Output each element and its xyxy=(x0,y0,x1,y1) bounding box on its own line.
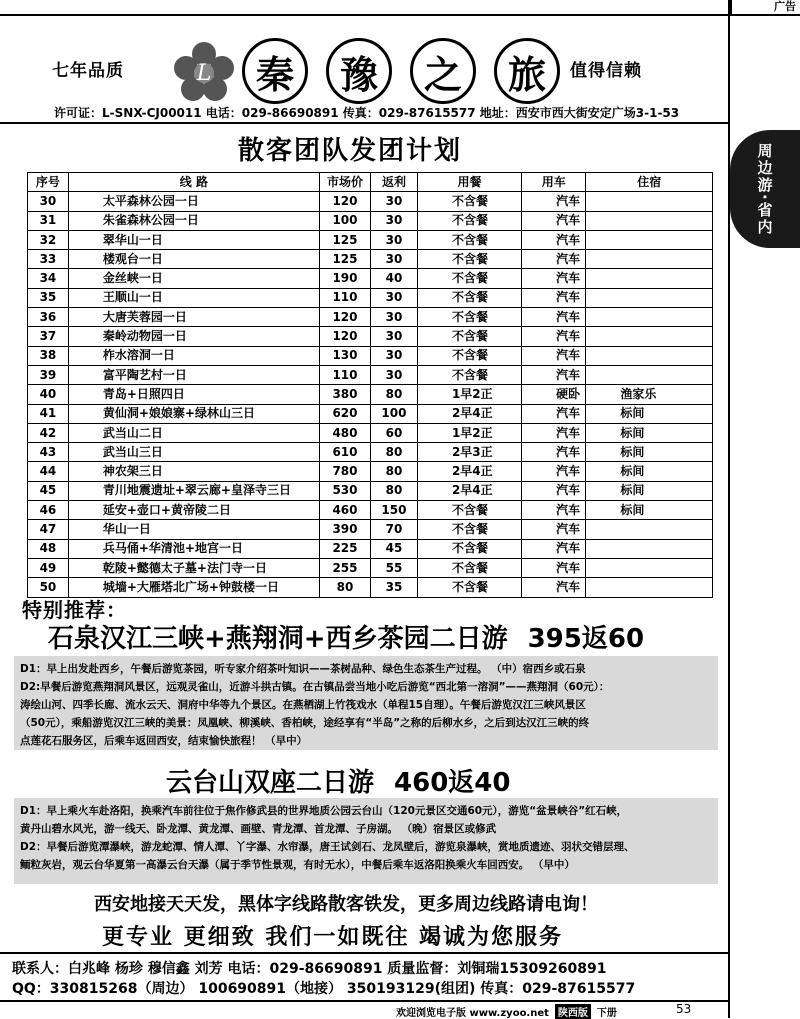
row-meals: 不含餐 xyxy=(417,192,521,211)
slogan-left: 七年品质 xyxy=(52,61,124,81)
table-row xyxy=(28,539,713,558)
row-meals: 不含餐 xyxy=(417,539,521,558)
row-rebate: 45 xyxy=(370,539,417,558)
row-vehicle: 汽车 xyxy=(522,501,586,520)
tour2-line: D1：早上乘火车赴洛阳，换乘汽车前往位于焦作修武县的世界地质公园云台山（120元景区交通60元），游览“盆景峡谷”红石峡， xyxy=(20,805,628,817)
plan-title: 散客团队发团计划 xyxy=(238,136,463,166)
brand-name xyxy=(242,38,560,104)
contact-qq-line: QQ：330815268（周边） 100690891（地接） 350193129(组团) 传真：029-87615577 xyxy=(12,981,636,997)
table-row xyxy=(28,423,713,442)
brand-char-2: 豫 xyxy=(326,38,392,104)
row-lodging xyxy=(586,539,713,558)
row-rebate: 30 xyxy=(370,288,417,307)
row-price: 610 xyxy=(319,443,370,462)
tour1-heading xyxy=(48,618,644,655)
row-no: 36 xyxy=(28,308,69,327)
row-price: 780 xyxy=(319,462,370,481)
row-no: 41 xyxy=(28,404,69,423)
table-row xyxy=(28,558,713,577)
table-row xyxy=(28,501,713,520)
route-table-body xyxy=(28,192,713,597)
table-header-row xyxy=(28,173,713,192)
row-meals: 2早3正 xyxy=(417,443,521,462)
brand-char-4: 旅 xyxy=(494,38,560,104)
header-divider xyxy=(0,122,730,124)
volume-label: 下册 xyxy=(596,1008,617,1019)
row-no: 46 xyxy=(28,501,69,520)
svg-text:L: L xyxy=(196,61,212,86)
row-vehicle: 汽车 xyxy=(522,404,586,423)
top-rule xyxy=(0,14,730,16)
row-lodging xyxy=(586,520,713,539)
tour2-price: 460返40 xyxy=(394,768,511,798)
col-header-no: 序号 xyxy=(28,173,69,192)
table-row xyxy=(28,192,713,211)
tour2-line: 鲕粒灰岩，观云台华夏第一高瀑云台天瀑（属于季节性景观，有时无水），中餐后乘车返洛阳换乘火车回西安。 （早中） xyxy=(20,859,575,871)
row-no: 34 xyxy=(28,269,69,288)
col-header-price: 市场价 xyxy=(319,173,370,192)
col-header-route: 线 路 xyxy=(68,173,319,192)
row-vehicle: 硬卧 xyxy=(522,385,586,404)
row-vehicle: 汽车 xyxy=(522,269,586,288)
special-recommend-label: 特别推荐： xyxy=(22,598,127,622)
row-price: 110 xyxy=(319,288,370,307)
row-price: 390 xyxy=(319,520,370,539)
row-route: 大唐芙蓉园一日 xyxy=(68,308,319,327)
row-rebate: 80 xyxy=(370,481,417,500)
row-rebate: 30 xyxy=(370,327,417,346)
row-rebate: 40 xyxy=(370,269,417,288)
row-no: 35 xyxy=(28,288,69,307)
table-row xyxy=(28,385,713,404)
row-lodging xyxy=(586,578,713,597)
table-row xyxy=(28,520,713,539)
row-no: 44 xyxy=(28,462,69,481)
row-vehicle: 汽车 xyxy=(522,539,586,558)
row-lodging xyxy=(586,269,713,288)
ad-label: 广告 xyxy=(730,0,800,16)
row-vehicle: 汽车 xyxy=(522,230,586,249)
row-no: 40 xyxy=(28,385,69,404)
row-rebate: 80 xyxy=(370,462,417,481)
row-meals: 2早4正 xyxy=(417,404,521,423)
row-lodging xyxy=(586,327,713,346)
row-route: 兵马俑+华清池+地宫一日 xyxy=(68,539,319,558)
row-lodging xyxy=(586,558,713,577)
row-route: 武当山三日 xyxy=(68,443,319,462)
row-vehicle: 汽车 xyxy=(522,443,586,462)
row-lodging xyxy=(586,308,713,327)
row-no: 37 xyxy=(28,327,69,346)
row-lodging: 标间 xyxy=(586,404,713,423)
row-vehicle: 汽车 xyxy=(522,520,586,539)
row-route: 延安+壶口+黄帝陵二日 xyxy=(68,501,319,520)
row-lodging: 标间 xyxy=(586,443,713,462)
table-row xyxy=(28,365,713,384)
row-vehicle: 汽车 xyxy=(522,365,586,384)
row-no: 48 xyxy=(28,539,69,558)
row-rebate: 30 xyxy=(370,230,417,249)
row-route: 楼观台一日 xyxy=(68,250,319,269)
table-row xyxy=(28,250,713,269)
row-vehicle: 汽车 xyxy=(522,423,586,442)
row-price: 480 xyxy=(319,423,370,442)
row-price: 130 xyxy=(319,346,370,365)
row-no: 47 xyxy=(28,520,69,539)
tour1-line: 涛绘山河、四季长廊、流水云天、洞府中华等九个景区。在燕栖湖上竹筏戏水（单程15自理）。午餐后游览汉江三峡风景区 xyxy=(20,699,586,711)
tour1-line: （50元），乘船游览汉江三峡的美景：凤凰峡、柳溪峡、香柏峡，途经享有“半岛”之称的后柳水乡，之后到达汉江三峡的终 xyxy=(20,717,590,729)
row-price: 120 xyxy=(319,308,370,327)
daily-departure-notice: 西安地接天天发，黑体字线路散客铁发，更多周边线路请电询！ xyxy=(94,894,598,915)
footer-bar xyxy=(396,1004,617,1019)
row-no: 33 xyxy=(28,250,69,269)
row-route: 城墙+大雁塔北广场+钟鼓楼一日 xyxy=(68,578,319,597)
table-row xyxy=(28,327,713,346)
table-row xyxy=(28,211,713,230)
row-price: 255 xyxy=(319,558,370,577)
row-lodging: 渔家乐 xyxy=(586,385,713,404)
row-meals: 1早2正 xyxy=(417,385,521,404)
tour1-title: 石泉汉江三峡+燕翔洞+西乡茶园二日游 xyxy=(48,624,508,654)
tour2-line: 黄丹山碧水风光，游一线天、卧龙潭、黄龙潭、画壁、青龙潭、首龙潭、子房湖。 （晚）宿景区或修武 xyxy=(20,823,497,835)
row-meals: 不含餐 xyxy=(417,346,521,365)
col-header-meals: 用餐 xyxy=(417,173,521,192)
row-meals: 不含餐 xyxy=(417,308,521,327)
row-lodging: 标间 xyxy=(586,423,713,442)
tour2-title: 云台山双座二日游 xyxy=(166,768,375,798)
row-price: 190 xyxy=(319,269,370,288)
row-lodging xyxy=(586,346,713,365)
table-row xyxy=(28,443,713,462)
row-route: 富平陶艺村一日 xyxy=(68,365,319,384)
row-route: 朱雀森林公园一日 xyxy=(68,211,319,230)
row-meals: 2早4正 xyxy=(417,481,521,500)
row-vehicle: 汽车 xyxy=(522,211,586,230)
row-meals: 不含餐 xyxy=(417,520,521,539)
row-no: 50 xyxy=(28,578,69,597)
row-price: 620 xyxy=(319,404,370,423)
row-rebate: 30 xyxy=(370,211,417,230)
table-row xyxy=(28,404,713,423)
flower-logo-icon xyxy=(172,40,236,104)
side-category-tab[interactable] xyxy=(730,130,800,248)
table-row xyxy=(28,578,713,597)
brand-char-1: 秦 xyxy=(242,38,308,104)
row-price: 80 xyxy=(319,578,370,597)
row-price: 380 xyxy=(319,385,370,404)
table-row xyxy=(28,481,713,500)
row-vehicle: 汽车 xyxy=(522,288,586,307)
table-row xyxy=(28,288,713,307)
tour1-line: D1：早上出发赴西乡，午餐后游览茶园，听专家介绍茶叶知识——茶树品种、绿色生态茶生产过程。 （中）宿西乡或石泉 xyxy=(20,663,586,675)
row-route: 黄仙洞+娘娘寨+绿林山三日 xyxy=(68,404,319,423)
row-no: 30 xyxy=(28,192,69,211)
row-meals: 不含餐 xyxy=(417,578,521,597)
row-route: 华山一日 xyxy=(68,520,319,539)
row-rebate: 80 xyxy=(370,385,417,404)
row-meals: 不含餐 xyxy=(417,250,521,269)
row-lodging: 标间 xyxy=(586,462,713,481)
col-header-lodging: 住宿 xyxy=(586,173,713,192)
row-rebate: 30 xyxy=(370,365,417,384)
row-meals: 不含餐 xyxy=(417,269,521,288)
row-meals: 不含餐 xyxy=(417,558,521,577)
row-rebate: 150 xyxy=(370,501,417,520)
row-price: 125 xyxy=(319,230,370,249)
row-price: 225 xyxy=(319,539,370,558)
row-vehicle: 汽车 xyxy=(522,462,586,481)
license-contact-line: 许可证：L-SNX-CJ00011 电话：029-86690891 传真：029-87615577 地址：西安市西大街安定广场3-1-53 xyxy=(54,106,680,120)
row-vehicle: 汽车 xyxy=(522,346,586,365)
brand-char-3: 之 xyxy=(410,38,476,104)
row-route: 金丝峡一日 xyxy=(68,269,319,288)
tour1-line: 点莲花石服务区，后乘车返回西安，结束愉快旅程！ （早中） xyxy=(20,735,308,747)
row-lodging xyxy=(586,211,713,230)
row-vehicle: 汽车 xyxy=(522,250,586,269)
row-rebate: 100 xyxy=(370,404,417,423)
tour2-heading xyxy=(166,762,510,799)
row-lodging: 标间 xyxy=(586,501,713,520)
row-price: 460 xyxy=(319,501,370,520)
row-price: 530 xyxy=(319,481,370,500)
row-rebate: 30 xyxy=(370,346,417,365)
row-meals: 不含餐 xyxy=(417,327,521,346)
tour2-line: D2：早餐后游览潭瀑峡，游龙蛇潭、情人潭、丫字瀑、水帘瀑，唐王试剑石、龙凤壁后，游览泉瀑峡，赏地质遗迹、羽状交错层理、 xyxy=(20,841,635,853)
row-vehicle: 汽车 xyxy=(522,192,586,211)
service-slogan: 更专业 更细致 我们一如既往 竭诚为您服务 xyxy=(102,925,563,950)
row-no: 45 xyxy=(28,481,69,500)
tour1-itinerary xyxy=(14,656,718,750)
table-row xyxy=(28,346,713,365)
slogan-right: 值得信赖 xyxy=(570,61,642,81)
row-rebate: 55 xyxy=(370,558,417,577)
route-table xyxy=(27,172,713,598)
row-route: 柞水溶洞一日 xyxy=(68,346,319,365)
row-meals: 不含餐 xyxy=(417,230,521,249)
contact-divider xyxy=(0,952,730,954)
row-rebate: 60 xyxy=(370,423,417,442)
row-lodging: 标间 xyxy=(586,481,713,500)
tour1-line: D2:早餐后游览燕翔洞风景区，远观灵雀山，近游斗拱古镇。在古镇品尝当地小吃后游览“西北第一溶洞”——燕翔洞（60元）： xyxy=(20,681,610,693)
row-no: 32 xyxy=(28,230,69,249)
row-rebate: 30 xyxy=(370,250,417,269)
col-header-rebate: 返利 xyxy=(370,173,417,192)
row-vehicle: 汽车 xyxy=(522,578,586,597)
row-price: 120 xyxy=(319,327,370,346)
row-meals: 不含餐 xyxy=(417,501,521,520)
row-rebate: 80 xyxy=(370,443,417,462)
contact-persons-line: 联系人：白兆峰 杨珍 穆信鑫 刘芳 电话：029-86690891 质量监督：刘铜瑞15309260891 xyxy=(12,961,607,977)
side-tab-label: 周边游·省内 xyxy=(755,142,774,236)
footer-site-link[interactable]: 欢迎浏览电子版 www.zyoo.net xyxy=(396,1008,549,1019)
row-route: 王顺山一日 xyxy=(68,288,319,307)
row-lodging xyxy=(586,192,713,211)
row-lodging xyxy=(586,230,713,249)
row-no: 38 xyxy=(28,346,69,365)
table-row xyxy=(28,230,713,249)
row-meals: 不含餐 xyxy=(417,365,521,384)
row-rebate: 30 xyxy=(370,308,417,327)
row-meals: 不含餐 xyxy=(417,211,521,230)
row-vehicle: 汽车 xyxy=(522,558,586,577)
row-no: 31 xyxy=(28,211,69,230)
row-meals: 2早4正 xyxy=(417,462,521,481)
row-vehicle: 汽车 xyxy=(522,481,586,500)
row-route: 秦岭动物园一日 xyxy=(68,327,319,346)
agency-header xyxy=(10,18,722,126)
right-rule xyxy=(728,0,730,1018)
row-route: 翠华山一日 xyxy=(68,230,319,249)
table-row xyxy=(28,462,713,481)
table-row xyxy=(28,269,713,288)
row-route: 太平森林公园一日 xyxy=(68,192,319,211)
row-price: 100 xyxy=(319,211,370,230)
row-vehicle: 汽车 xyxy=(522,308,586,327)
row-route: 青川地震遗址+翠云廊+皇泽寺三日 xyxy=(68,481,319,500)
row-price: 120 xyxy=(319,192,370,211)
tour2-itinerary xyxy=(14,798,718,884)
edition-badge: 陕西版 xyxy=(555,1004,591,1019)
row-lodging xyxy=(586,365,713,384)
footer-divider xyxy=(0,1000,730,1002)
row-route: 神农架三日 xyxy=(68,462,319,481)
col-header-vehicle: 用车 xyxy=(522,173,586,192)
row-no: 42 xyxy=(28,423,69,442)
row-price: 110 xyxy=(319,365,370,384)
page-number: 53 xyxy=(676,1002,692,1016)
row-rebate: 30 xyxy=(370,192,417,211)
row-vehicle: 汽车 xyxy=(522,327,586,346)
row-route: 青岛+日照四日 xyxy=(68,385,319,404)
row-no: 39 xyxy=(28,365,69,384)
row-meals: 不含餐 xyxy=(417,288,521,307)
row-lodging xyxy=(586,288,713,307)
row-no: 43 xyxy=(28,443,69,462)
row-meals: 1早2正 xyxy=(417,423,521,442)
tour1-price: 395返60 xyxy=(527,624,645,654)
row-no: 49 xyxy=(28,558,69,577)
row-price: 125 xyxy=(319,250,370,269)
row-route: 乾陵+懿德太子墓+法门寺一日 xyxy=(68,558,319,577)
table-row xyxy=(28,308,713,327)
row-route: 武当山二日 xyxy=(68,423,319,442)
row-lodging xyxy=(586,250,713,269)
row-rebate: 35 xyxy=(370,578,417,597)
row-rebate: 70 xyxy=(370,520,417,539)
